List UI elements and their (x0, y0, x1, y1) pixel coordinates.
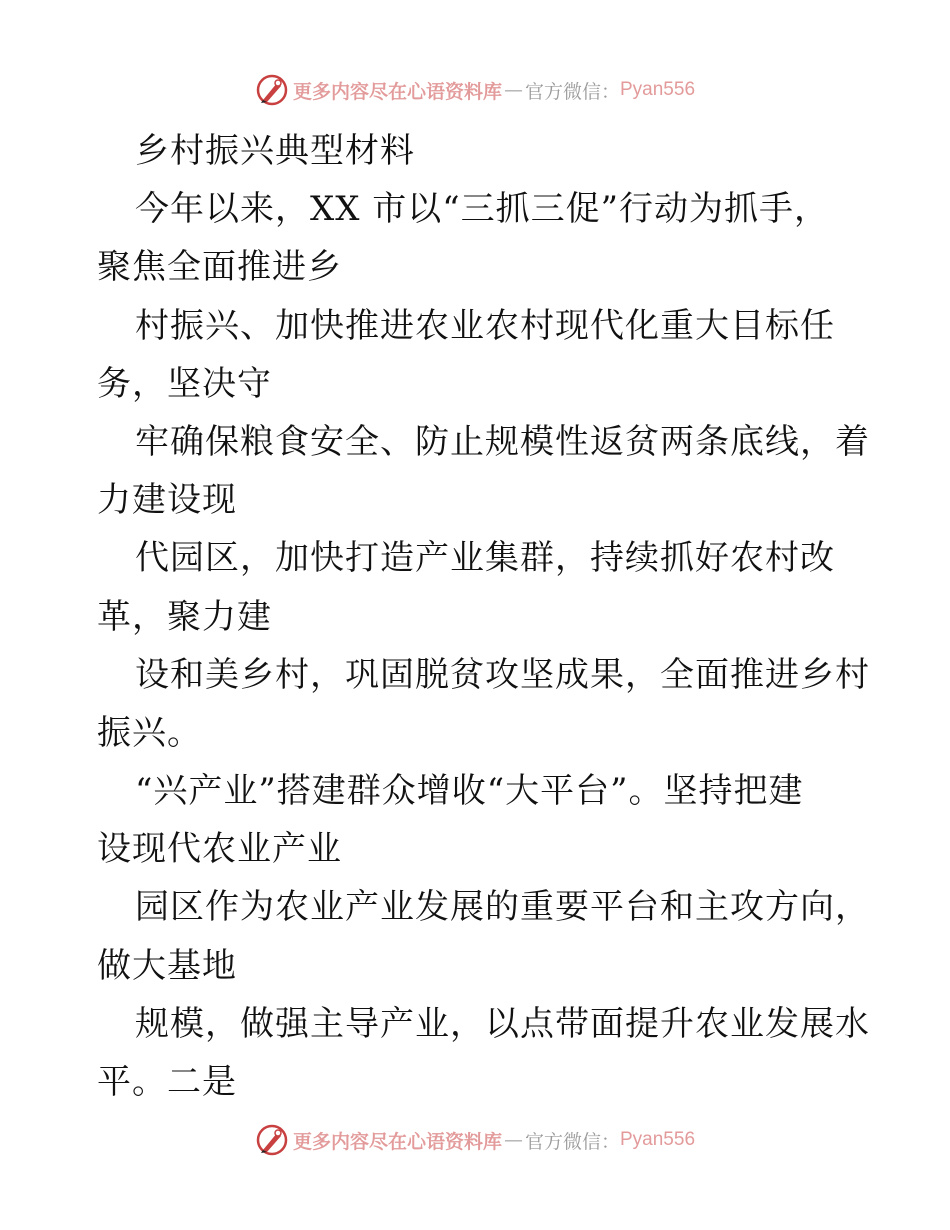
watermark-footer (0, 1120, 950, 1160)
document-line: 设和美乡村，巩固脱贫攻坚成果，全面推进乡村 (135, 654, 870, 695)
document-line: 力建设现 (97, 480, 237, 521)
document-line: 牢确保粮食安全、防止规模性返贫两条底线，着 (135, 421, 870, 462)
document-line: 规模，做强主导产业，以点带面提升农业发展水 (135, 1003, 870, 1044)
watermark-separator: — (503, 79, 523, 101)
watermark-wechat-label: 官方微信： (524, 80, 620, 103)
document-line: 聚焦全面推进乡 (97, 247, 342, 288)
watermark-text: 更多内容尽在心语资料库 (292, 1130, 502, 1153)
pen-logo-icon (255, 1123, 289, 1157)
document-line: 革，聚力建 (97, 596, 272, 637)
watermark-wechat-id: Pyan556 (620, 1129, 696, 1150)
watermark-separator: — (503, 1129, 523, 1151)
watermark-wechat-id: Pyan556 (620, 79, 696, 100)
watermark-header (0, 70, 950, 110)
document-line: 平。二是 (97, 1062, 237, 1102)
document-body (97, 122, 870, 1111)
document-line: 乡村振兴典型材料 (135, 131, 415, 171)
document-line: 今年以来，XX 市以“三抓三促”行动为抓手， (135, 189, 829, 230)
document-line: 做大基地 (97, 945, 237, 986)
document-line: 务，坚决守 (97, 363, 272, 404)
pen-logo-icon (255, 73, 289, 107)
document-line: “兴产业”搭建群众增收“大平台”。坚持把建 (135, 771, 804, 812)
document-line: 代园区，加快打造产业集群，持续抓好农村改 (135, 538, 835, 579)
watermark-wechat-label: 官方微信： (524, 1130, 620, 1153)
document-line: 园区作为农业产业发展的重要平台和主攻方向， (135, 887, 870, 928)
document-line: 设现代农业产业 (97, 829, 342, 870)
document-line: 村振兴、加快推进农业农村现代化重大目标任 (135, 305, 835, 346)
watermark-text: 更多内容尽在心语资料库 (292, 80, 502, 103)
document-line: 振兴。 (97, 712, 202, 753)
